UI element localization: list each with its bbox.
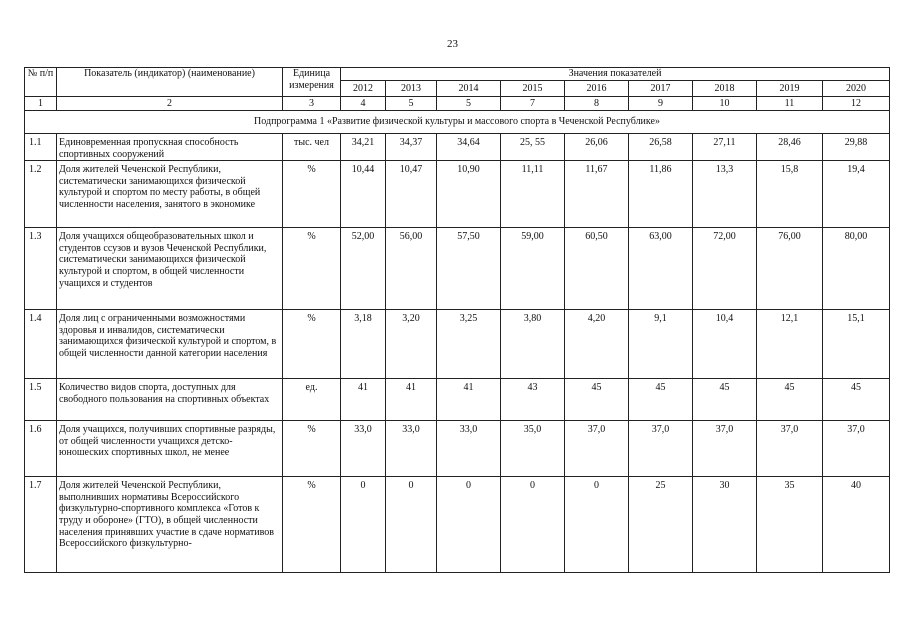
table-row xyxy=(25,310,890,379)
page-number: 23 xyxy=(447,38,458,50)
row-value: 0 xyxy=(501,477,565,573)
column-number: 1 xyxy=(25,97,57,111)
column-number: 4 xyxy=(341,97,386,111)
row-value: 35 xyxy=(757,477,823,573)
row-indicator-name: Доля учащихся общеобразовательных школ и студентов ссузов и вузов Чеченской Республики, систематически занимающихся физической культурой и спортом, в общей численности учащихся и студентов xyxy=(57,228,283,310)
row-value: 45 xyxy=(565,379,629,421)
column-number: 9 xyxy=(629,97,693,111)
column-number: 5 xyxy=(386,97,437,111)
row-value: 25, 55 xyxy=(501,134,565,161)
row-value: 30 xyxy=(693,477,757,573)
row-value: 72,00 xyxy=(693,228,757,310)
year-header: 2016 xyxy=(565,81,629,97)
table-row xyxy=(25,421,890,477)
row-value: 0 xyxy=(437,477,501,573)
row-indicator-name: Единовременная пропускная способность спортивных сооружений xyxy=(57,134,283,161)
year-header: 2013 xyxy=(386,81,437,97)
row-value: 37,0 xyxy=(757,421,823,477)
row-value: 60,50 xyxy=(565,228,629,310)
year-header: 2018 xyxy=(693,81,757,97)
year-header: 2012 xyxy=(341,81,386,97)
table-row xyxy=(25,228,890,310)
column-number: 2 xyxy=(57,97,283,111)
row-value: 37,0 xyxy=(693,421,757,477)
column-number: 3 xyxy=(283,97,341,111)
row-indicator-name: Количество видов спорта, доступных для свободного пользования на спортивных объектах xyxy=(57,379,283,421)
row-value: 45 xyxy=(757,379,823,421)
row-unit: % xyxy=(283,228,341,310)
row-number: 1.7 xyxy=(25,477,57,573)
row-number: 1.3 xyxy=(25,228,57,310)
row-value: 10,44 xyxy=(341,161,386,228)
row-unit: % xyxy=(283,310,341,379)
row-value: 10,90 xyxy=(437,161,501,228)
row-value: 28,46 xyxy=(757,134,823,161)
year-header: 2015 xyxy=(501,81,565,97)
table-row xyxy=(25,379,890,421)
header-row xyxy=(25,68,890,81)
header-values: Значения показателей xyxy=(341,68,890,81)
row-value: 34,21 xyxy=(341,134,386,161)
year-header: 2019 xyxy=(757,81,823,97)
row-value: 3,20 xyxy=(386,310,437,379)
row-value: 10,47 xyxy=(386,161,437,228)
row-indicator-name: Доля учащихся, получивших спортивные разряды, от общей численности учащихся детско-юношеских спортивных школ, не менее xyxy=(57,421,283,477)
year-header: 2014 xyxy=(437,81,501,97)
row-value: 0 xyxy=(386,477,437,573)
row-value: 13,3 xyxy=(693,161,757,228)
row-value: 27,11 xyxy=(693,134,757,161)
row-value: 10,4 xyxy=(693,310,757,379)
row-number: 1.2 xyxy=(25,161,57,228)
row-number: 1.5 xyxy=(25,379,57,421)
row-value: 25 xyxy=(629,477,693,573)
row-unit: % xyxy=(283,477,341,573)
column-number-row xyxy=(25,97,890,111)
row-value: 40 xyxy=(823,477,890,573)
row-unit: % xyxy=(283,421,341,477)
row-value: 41 xyxy=(437,379,501,421)
indicators-table xyxy=(24,67,890,573)
row-indicator-name: Доля жителей Чеченской Республики, систематически занимающихся физической культурой и спортом по месту работы, в общей численности населения, занятого в экономике xyxy=(57,161,283,228)
row-value: 3,18 xyxy=(341,310,386,379)
header-unit: Единица измерения xyxy=(283,68,341,97)
column-number: 11 xyxy=(757,97,823,111)
subprogram-row xyxy=(25,111,890,134)
row-value: 34,37 xyxy=(386,134,437,161)
year-header: 2017 xyxy=(629,81,693,97)
row-unit: ед. xyxy=(283,379,341,421)
row-value: 35,0 xyxy=(501,421,565,477)
row-value: 37,0 xyxy=(565,421,629,477)
row-value: 15,8 xyxy=(757,161,823,228)
row-value: 33,0 xyxy=(341,421,386,477)
column-number: 8 xyxy=(565,97,629,111)
table-row xyxy=(25,477,890,573)
row-value: 12,1 xyxy=(757,310,823,379)
year-header: 2020 xyxy=(823,81,890,97)
row-value: 45 xyxy=(823,379,890,421)
row-value: 56,00 xyxy=(386,228,437,310)
row-value: 4,20 xyxy=(565,310,629,379)
row-value: 33,0 xyxy=(386,421,437,477)
row-value: 45 xyxy=(693,379,757,421)
row-value: 9,1 xyxy=(629,310,693,379)
row-value: 11,67 xyxy=(565,161,629,228)
header-indicator: Показатель (индикатор) (наименование) xyxy=(57,68,283,97)
subprogram-title: Подпрограмма 1 «Развитие физической культуры и массового спорта в Чеченской Республике» xyxy=(25,111,890,134)
row-value: 52,00 xyxy=(341,228,386,310)
row-value: 26,06 xyxy=(565,134,629,161)
row-value: 41 xyxy=(341,379,386,421)
row-value: 0 xyxy=(341,477,386,573)
row-value: 11,11 xyxy=(501,161,565,228)
row-indicator-name: Доля лиц с ограниченными возможностями здоровья и инвалидов, систематически занимающихся физической культурой и спортом, в общей численности данной категории населения xyxy=(57,310,283,379)
column-number: 10 xyxy=(693,97,757,111)
column-number: 7 xyxy=(501,97,565,111)
row-value: 63,00 xyxy=(629,228,693,310)
row-value: 29,88 xyxy=(823,134,890,161)
row-value: 15,1 xyxy=(823,310,890,379)
table-row xyxy=(25,161,890,228)
row-unit: % xyxy=(283,161,341,228)
row-value: 11,86 xyxy=(629,161,693,228)
row-value: 19,4 xyxy=(823,161,890,228)
row-value: 33,0 xyxy=(437,421,501,477)
row-number: 1.1 xyxy=(25,134,57,161)
row-value: 37,0 xyxy=(629,421,693,477)
row-value: 45 xyxy=(629,379,693,421)
row-value: 80,00 xyxy=(823,228,890,310)
row-value: 57,50 xyxy=(437,228,501,310)
row-value: 3,80 xyxy=(501,310,565,379)
row-unit: тыс. чел xyxy=(283,134,341,161)
row-value: 3,25 xyxy=(437,310,501,379)
row-value: 41 xyxy=(386,379,437,421)
table-row xyxy=(25,134,890,161)
row-number: 1.6 xyxy=(25,421,57,477)
row-number: 1.4 xyxy=(25,310,57,379)
row-value: 0 xyxy=(565,477,629,573)
header-num: № п/п xyxy=(25,68,57,97)
row-value: 26,58 xyxy=(629,134,693,161)
row-value: 37,0 xyxy=(823,421,890,477)
row-indicator-name: Доля жителей Чеченской Республики, выполнивших нормативы Всероссийского физкультурно-спортивного комплекса «Готов к труду и обороне» (ГТО), в общей численности населения принявших участие в сдаче нормативов Всероссийского физкультурно- xyxy=(57,477,283,573)
row-value: 76,00 xyxy=(757,228,823,310)
row-value: 43 xyxy=(501,379,565,421)
column-number: 12 xyxy=(823,97,890,111)
row-value: 34,64 xyxy=(437,134,501,161)
row-value: 59,00 xyxy=(501,228,565,310)
column-number: 5 xyxy=(437,97,501,111)
